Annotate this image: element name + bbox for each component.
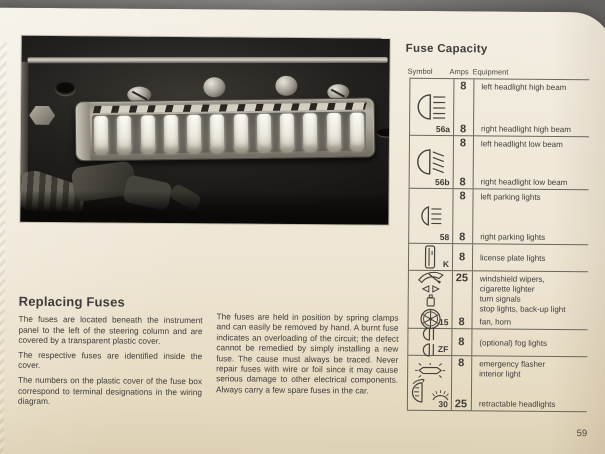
equipment-label: left headlight low beam [480,138,563,149]
fuse [257,114,271,152]
rows-cell [453,79,589,136]
fuse-row [92,112,366,155]
paragraph: The numbers on the plastic cover of the fuse box correspond to terminal designations in the wiring diagram. [17,374,203,407]
table-body [407,78,590,412]
page-number: 59 [576,428,588,440]
emergency-flasher-icon [413,362,447,377]
fuse-row-entry [453,175,589,190]
paragraph: The fuses are held in position by spring clamps and can easily be removed by hand. A burnt fuse indicates an overloading of the circuit; the defect cannot be remedied by simply installing a new fuse. The cause must always be traced. Never repair fuses with wire or foil since it may cause serious damage to other electrical components. Always carry a few spare fuses in the car. [215,311,399,396]
panel-slot [377,129,390,137]
fuse-row-entry [451,356,587,381]
terminal-label: ZF [437,344,449,355]
terminal-label: 30 [438,399,448,410]
panel-hole [55,82,75,95]
fuse [187,115,201,153]
rows-cell [451,356,587,411]
equipment-label: license plate lights [480,253,546,263]
equipment-label: windshield wipers, cigarette lighter turn signals stop lights, back-up light [479,273,566,314]
symbol-cell [409,189,452,243]
amps-value: 8 [460,80,467,93]
windshield-wiper-icon [416,268,444,283]
amps-value: 8 [458,336,465,349]
parking-light-icon [418,205,444,225]
fuse [280,113,294,151]
license-plate-light-icon [423,244,437,268]
fuse-row-entry [453,79,589,94]
fuse [303,113,317,151]
rows-cell [452,244,588,271]
table-row-group [410,136,589,190]
symbol-cell [408,356,451,410]
fuse [210,114,224,152]
amps-value: 25 [455,272,469,285]
table-title: Fuse Capacity [405,42,488,56]
fuse [233,114,247,152]
fuse-row-entry [451,315,587,330]
fuse [117,116,131,154]
amps-value: 8 [459,137,467,150]
high-beam-icon [417,93,447,119]
fuse [140,115,154,153]
amps-value: 8 [459,175,466,188]
book-page [0,8,605,454]
symbol-cell [410,136,453,188]
hex-nut [29,106,55,125]
column-header-amps: Amps [449,67,469,77]
terminal-label: K [442,259,450,270]
column-header-symbol: Symbol [407,66,433,76]
dome-screw-icon [275,76,297,96]
amps-value: 8 [459,230,466,243]
fuse-row-entry [452,189,588,204]
amps-value: 8 [458,315,465,328]
table-row-group [409,189,588,245]
symbol-cell [408,271,451,328]
fuse-box [75,97,376,161]
table-row-group [408,356,587,412]
fuse-row-entry [451,397,587,412]
photo-shadow [20,190,388,225]
fuse [327,113,341,151]
low-beam-icon [416,148,446,174]
fuse-capacity-table [405,67,590,412]
fuse [350,113,364,151]
symbol-cell [409,244,452,270]
table-row-group [410,79,589,137]
equipment-label: left parking lights [480,191,541,202]
terminal-label: 58 [439,232,450,243]
fuse-row-entry [451,335,587,350]
fuse-box-photo [20,36,389,225]
amps-value: 25 [454,397,468,410]
equipment-label: retractable headlights [478,399,556,409]
rows-cell [452,189,588,244]
equipment-label: right parking lights [480,232,546,242]
terminal-label: 56a [435,124,451,135]
amps-value: 8 [459,122,467,135]
amps-value: 8 [458,357,465,370]
turn-signal-icon [421,284,439,292]
fuse-row-entry [452,250,588,265]
paragraph: The respective fuses are identified inside the cover. [18,349,203,371]
fuse-row-entry [453,136,589,151]
left-text-column [18,314,203,412]
amps-value: 8 [458,251,466,264]
fuse-row-entry [453,122,589,137]
fuse [164,115,178,153]
equipment-label: emergency flasher interior light [479,358,546,379]
page-binding-edge [0,42,7,454]
equipment-label: (optional) fog lights [479,338,548,348]
dome-screw-icon [203,77,225,97]
equipment-label: right headlight high beam [481,124,571,135]
terminal-label: 15 [439,317,449,328]
amps-value: 8 [459,190,466,203]
terminal-label: 56b [434,176,450,188]
section-heading: Replacing Fuses [18,293,126,310]
fuse-row-entry [452,230,588,245]
fuse-box-endcap [76,102,91,160]
middle-text-column [216,311,399,396]
column-header-equipment: Equipment [472,67,509,77]
equipment-label: fan, horn [479,317,512,327]
table-row-group [408,329,587,357]
rows-cell [453,136,589,189]
equipment-label: right headlight low beam [480,177,568,188]
rows-cell [451,271,587,329]
paragraph: The fuses are located beneath the instrument panel to the left of the steering column and are covered by a transparent plastic cover. [18,313,203,347]
table-row-group [408,271,587,330]
cigarette-lighter-icon [425,293,435,306]
table-header [407,67,589,79]
fuse-row-entry [452,271,588,316]
chrome-trim-rod [28,57,388,63]
symbol-cell [410,79,453,135]
equipment-label: left headlight high beam [481,81,567,92]
fog-light-icon [422,326,438,356]
symbol-cell [408,329,451,355]
rows-cell [451,329,587,356]
fuse [94,116,108,154]
dash-edge [21,62,29,182]
